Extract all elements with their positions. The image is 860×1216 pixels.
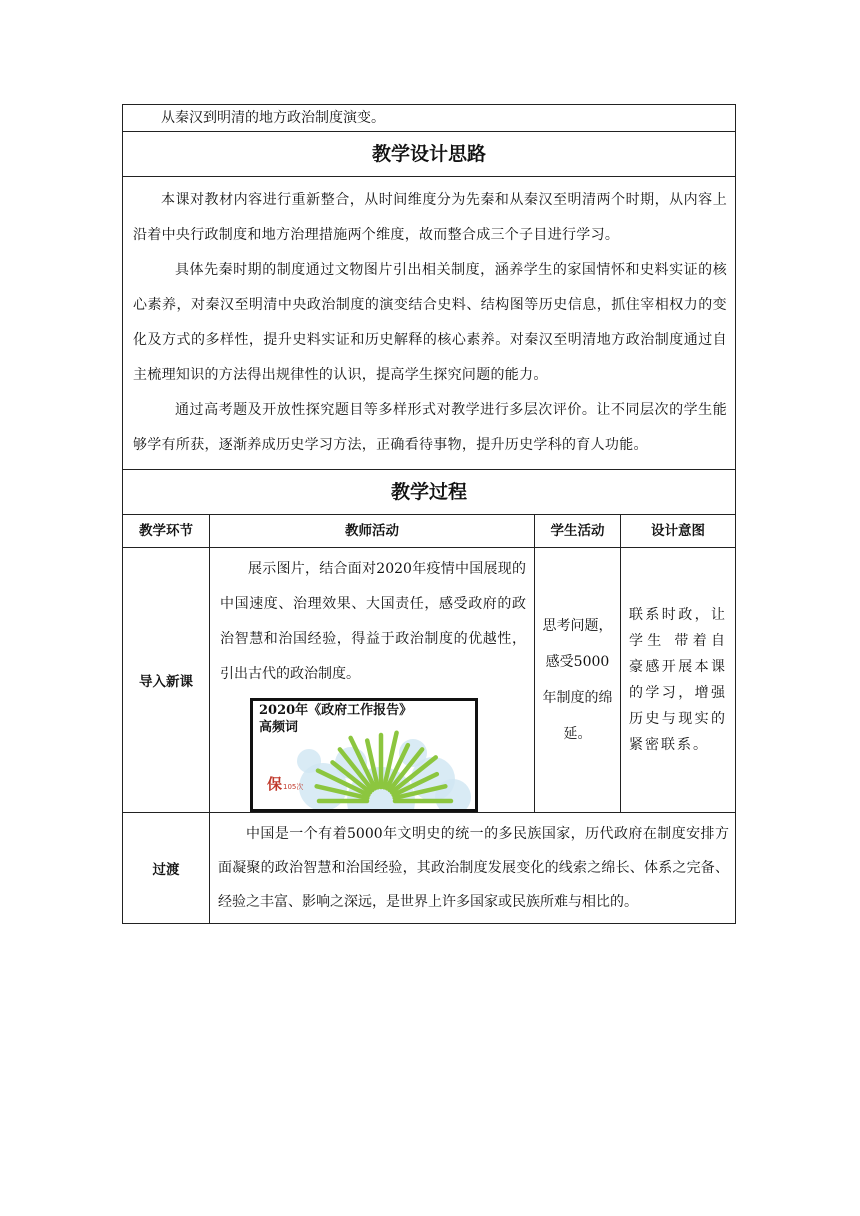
- teacher-activity: [210, 548, 535, 813]
- teacher-activity-text: 展示图片，结合面对2020年疫情中国展现的中国速度、治理效果、大国责任，感受政府的政治智慧和治国经验，得益于政治制度的优越性，引出古代的政治制度。: [220, 561, 526, 682]
- design-body: [123, 177, 736, 470]
- big-keyword: 保: [267, 775, 283, 793]
- transition-content: [210, 813, 736, 924]
- process-section-title: 教学过程: [123, 470, 736, 515]
- design-intent: 联系时政，让学生 带着自豪感开展本课的学习，增强历史与现实的紧密联系。: [621, 548, 736, 813]
- design-section-title: 教学设计思路: [123, 132, 736, 177]
- keyword-fan-graphic: [253, 701, 475, 809]
- document-page: [122, 104, 735, 924]
- header-intent: 设计意图: [621, 515, 736, 548]
- process-title-row: [123, 470, 736, 515]
- transition-text: 中国是一个有着5000年文明史的统一的多民族国家，历代政府在制度安排方面凝聚的政治智慧和治国经验，其政治制度发展变化的线索之绵长、体系之完备、经验之丰富、影响之深远，是世界上许多国家或民族所难与相比的。: [218, 826, 729, 910]
- student-activity: 思考问题，感受5000年制度的绵延。: [535, 548, 621, 813]
- header-teacher: 教师活动: [210, 515, 535, 548]
- header-stage: 教学环节: [123, 515, 210, 548]
- table-row: [123, 813, 736, 924]
- stage-label: 导入新课: [123, 548, 210, 813]
- design-body-row: [123, 177, 736, 470]
- big-keyword-count: 105次: [283, 783, 304, 791]
- report-keywords-figure: [250, 698, 478, 812]
- design-paragraph: 通过高考题及开放性探究题目等多样形式对教学进行多层次评价。让不同层次的学生能够学有所获，逐渐养成历史学习方法，正确看待事物，提升历史学科的育人功能。: [133, 402, 727, 453]
- design-title-row: [123, 132, 736, 177]
- figure-title: 2020年《政府工作报告》: [259, 703, 413, 718]
- header-student: 学生活动: [535, 515, 621, 548]
- design-paragraph: 本课对教材内容进行重新整合，从时间维度分为先秦和从秦汉至明清两个时期，从内容上沿着中央行政制度和地方治理措施两个维度，故而整合成三个子目进行学习。: [133, 192, 727, 243]
- top-line-row: [123, 105, 736, 132]
- process-header-row: [123, 515, 736, 548]
- top-line-text: 从秦汉到明清的地方政治制度演变。: [123, 105, 736, 132]
- table-row: [123, 548, 736, 813]
- design-paragraph: 具体先秦时期的制度通过文物图片引出相关制度，涵养学生的家国情怀和史料实证的核心素养，对秦汉至明清中央政治制度的演变结合史料、结构图等历史信息，抓住宰相权力的变化及方式的多样性，提升史料实证和历史解释的核心素养。对秦汉至明清地方政治制度通过自主梳理知识的方法得出规律性的认识，提高学生探究问题的能力。: [133, 262, 727, 383]
- figure-subtitle: 高频词: [259, 720, 299, 735]
- lesson-plan-table: [122, 104, 736, 924]
- stage-label: 过渡: [123, 813, 210, 924]
